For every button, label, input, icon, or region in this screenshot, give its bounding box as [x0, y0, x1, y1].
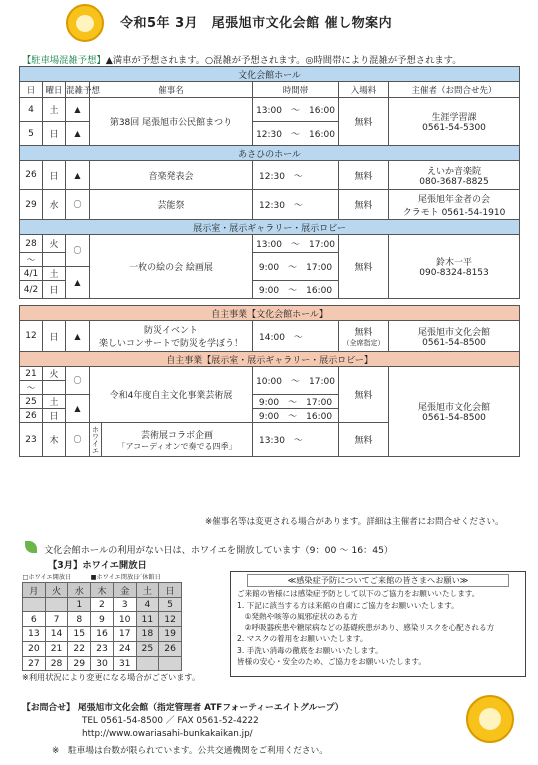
section-header-hall: 文化会館ホール [20, 67, 520, 82]
calendar-day: 13 [23, 627, 46, 642]
table-row: 5 日 ▲ 12:30 ～ 16:00 [20, 122, 520, 146]
table-row: 21 火 〇 令和4年度自主文化事業芸術展 10:00 ～ 17:00 無料 尾張旭市文化会館 0561-54-8500 [20, 367, 520, 381]
table-row: 26 日 9:00 ～ 16:00 [20, 409, 520, 423]
calendar-day: 10 [113, 612, 136, 627]
calendar-day [45, 597, 68, 612]
calendar-day: 31 [113, 656, 136, 671]
calendar-day: 7 [45, 612, 68, 627]
change-note: ※催事名等は変更される場合があります。詳細は主催者にお問合せください。 [205, 517, 504, 527]
calendar-day: 1 [68, 597, 91, 612]
calendar-day: 15 [68, 627, 91, 642]
calendar-day: 30 [91, 656, 114, 671]
calendar-day: 19 [159, 627, 182, 642]
calendar-day: 24 [113, 641, 136, 656]
section-header-asahi: あさひのホール [20, 146, 520, 161]
calendar-day: 16 [91, 627, 114, 642]
sunflower-mascot-icon [66, 4, 104, 42]
table-row: 23 木 〇 ホワイエ 芸術展コラボ企画 「アコーディオンで奏でる四季」 13:30 ～ 無料 [20, 423, 520, 457]
hoyer-note: 文化会館ホールの利用がない日は、ホワイエを開放しています（9：00 ～ 16：45） [44, 545, 394, 556]
calendar-day: 26 [159, 641, 182, 656]
table-row: ～ 9:00 ～ 17:00 [20, 253, 520, 267]
calendar-weekday: 月 [23, 582, 46, 597]
calendar-day: 22 [68, 641, 91, 656]
table-row: 12 日 ▲ 防災イベント 楽しいコンサートで防災を学ぼう！ 14:00 ～ 無料 （全席指定） 尾張旭市文化会館 0561-54-8500 [20, 321, 520, 352]
calendar-weekday: 水 [68, 582, 91, 597]
calendar-day: 18 [136, 627, 159, 642]
table-row: ～ [20, 381, 520, 395]
parking-legend [22, 52, 462, 66]
leaf-icon [25, 541, 37, 553]
contact-block: 【お問合せ】 尾張旭市文化会館（指定管理者 ATFフォーティーエイトグループ） TEL 0561-54-8500 ／ FAX 0561-52-4222 http://www.owariasahi-bunkakaikan.jp/ [22, 703, 344, 739]
calendar-week [23, 656, 182, 671]
table-row: 26 日 ▲ 音楽発表会 12:30 ～ 無料 えいか音楽院 080-3687-8825 [20, 161, 520, 190]
calendar-weekday: 金 [113, 582, 136, 597]
page-title: 令和5年 3月 尾張旭市文化会館 催し物案内 [120, 16, 393, 31]
table-row: 29 水 〇 芸能祭 12:30 ～ 無料 尾張旭年金者の会 クラモト 0561-54-1910 [20, 190, 520, 220]
calendar-day [159, 656, 182, 671]
calendar-day: 3 [113, 597, 136, 612]
calendar-day: 8 [68, 612, 91, 627]
calendar-day: 20 [23, 641, 46, 656]
calendar-day: 14 [45, 627, 68, 642]
calendar-weekday: 木 [91, 582, 114, 597]
calendar-day: 9 [91, 612, 114, 627]
foyer-calendar: □ホワイエ開放日 ■ホワイエ閉放日 ／休館日 月 火 水 木 金 土 日 1 2 3 4 5 6 7 8 9 10 11 12 13 14 15 16 17 18 19 20 21 22 23 24 25 26 27 28 29 30 31 [22, 572, 182, 671]
calendar-day [23, 597, 46, 612]
calendar-week [23, 597, 182, 612]
table-row: 4/1 土 ▲ [20, 267, 520, 281]
calendar-note: ※利用状況により変更になる場合がございます。 [22, 672, 201, 682]
table-row: 25 土 ▲ 9:00 ～ 17:00 [20, 395, 520, 409]
calendar-day: 5 [159, 597, 182, 612]
calendar-day: 21 [45, 641, 68, 656]
section-header-self-hall: 自主事業【文化会館ホール】 [20, 306, 520, 321]
calendar-week [23, 627, 182, 642]
event-table [19, 66, 520, 457]
table-row: 28 火 〇 一枚の絵の会 絵画展 13:00 ～ 17:00 無料 鈴木一平 090-8324-8153 [20, 235, 520, 253]
calendar-day: 6 [23, 612, 46, 627]
calendar-day: 4 [136, 597, 159, 612]
calendar-title: 【3月】ホワイエ開放日 [48, 560, 147, 571]
table-row: 4/2 日 9:00 ～ 16:00 [20, 281, 520, 299]
legend-tag: 【駐車場混雑予想】 [22, 55, 106, 66]
calendar-day: 12 [159, 612, 182, 627]
calendar-day: 29 [68, 656, 91, 671]
calendar-weekday: 火 [45, 582, 68, 597]
infection-notice: ≪感染症予防についてご来館の皆さまへお願い≫ ご来館の皆様には感染症予防として以下のご協力をお願いいたします。 1. 下記に該当する方は来館の自粛にご協力をお願いいたします。 ①発熱や咳等の風邪症状のある方 ②呼吸器疾患や糖尿病などの基礎疾患があり、感染リスクを心配される方 2. マスクの着用をお願いいたします。 3. 手洗い消毒の徹底をお願いいたします。 皆様の安心・安全のため、ご協力をお願いいたします。 [230, 571, 526, 677]
calendar-week [23, 641, 182, 656]
column-header-row: 日 曜日 混雑予想 催事名 時間帯 入場料 主催者（お問合せ先） [20, 82, 520, 98]
calendar-day: 11 [136, 612, 159, 627]
notice-heading: ≪感染症予防についてご来館の皆さまへお願い≫ [247, 574, 509, 587]
calendar-day [136, 656, 159, 671]
calendar-day: 25 [136, 641, 159, 656]
calendar-day: 23 [91, 641, 114, 656]
section-header-self-gallery: 自主事業【展示室・展示ギャラリー・展示ロビー】 [20, 352, 520, 367]
calendar-weekday: 日 [159, 582, 182, 597]
page-header [0, 0, 538, 44]
section-header-gallery: 展示室・展示ギャラリー・展示ロビー [20, 220, 520, 235]
table-row: 4 土 ▲ 第38回 尾張旭市公民館まつり 13:00 ～ 16:00 無料 生涯学習課 0561-54-5300 [20, 98, 520, 122]
calendar-day: 2 [91, 597, 114, 612]
calendar-week [23, 612, 182, 627]
calendar-day: 27 [23, 656, 46, 671]
calendar-day: 28 [45, 656, 68, 671]
calendar-day: 17 [113, 627, 136, 642]
footer-note: ※ 駐車場は台数が限られています。公共交通機関をご利用ください。 [52, 746, 328, 756]
legend-text: ▲満車が予想されます。○混雑が予想されます。◎時間帯により混雑が予想されます。 [105, 55, 462, 66]
calendar-weekday: 土 [136, 582, 159, 597]
website-link[interactable]: http://www.owariasahi-bunkakaikan.jp/ [82, 729, 253, 739]
sunflower-mascot-icon [466, 695, 514, 743]
